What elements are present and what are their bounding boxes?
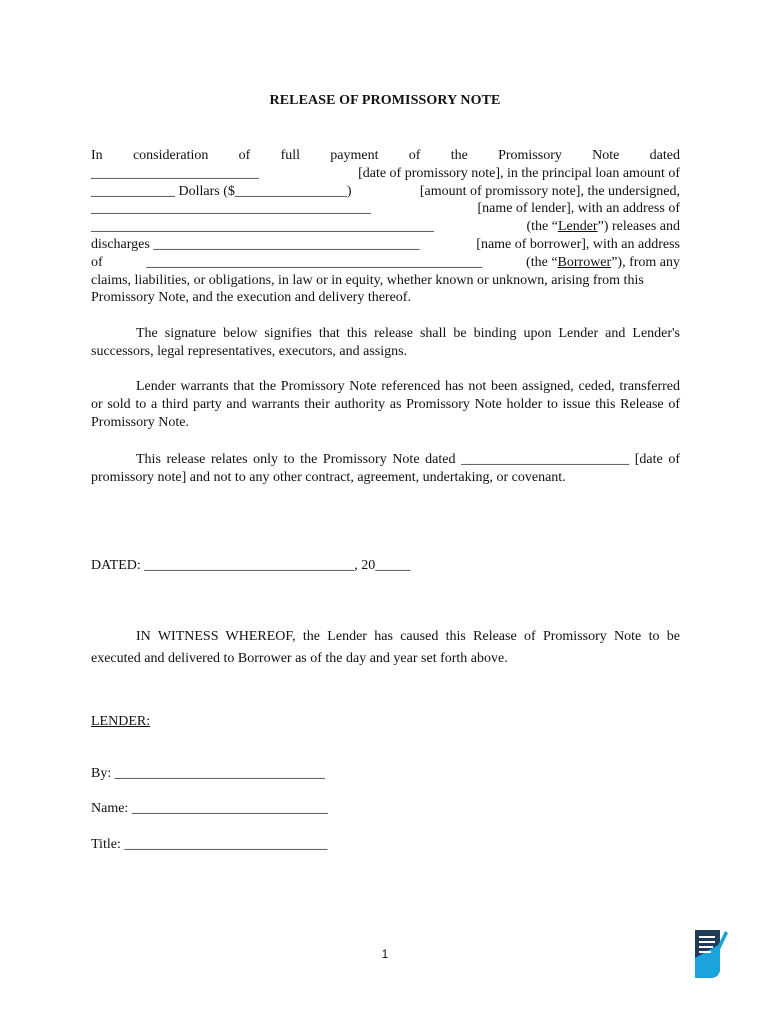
borrower-term: Borrower <box>557 254 612 270</box>
dated-field[interactable]: DATED: ______________________________, 20_____ <box>91 558 411 573</box>
lender-definition <box>526 218 680 236</box>
text: (the “ <box>526 254 558 270</box>
lender-term: Lender <box>557 219 598 235</box>
text: [amount of promissory note], the undersigned, <box>419 183 680 199</box>
title-field[interactable]: Title: _____________________________ <box>91 837 328 852</box>
word: of <box>91 254 103 270</box>
word: of <box>238 148 251 163</box>
text: ”), from any <box>611 254 680 270</box>
para1-line-9 <box>91 289 680 307</box>
text: [date of promissory note], in the principal loan amount of <box>358 165 680 181</box>
para1-line-4 <box>91 200 680 218</box>
para1-line-8 <box>91 272 680 290</box>
word: of <box>408 148 421 163</box>
document-title: RELEASE OF PROMISSORY NOTE <box>269 93 501 108</box>
word: Note <box>592 148 620 163</box>
paragraph-witness: IN WITNESS WHEREOF, the Lender has caused this Release of Promissory Note to be executed and delivered to Borrower as of the day and year set forth above. <box>91 629 680 666</box>
text: Promissory Note, and the execution and delivery thereof. <box>91 290 411 306</box>
borrower-name-blank[interactable]: discharges ______________________________________ <box>91 236 420 252</box>
by-signature-field[interactable]: By: ______________________________ <box>91 766 325 781</box>
lender-name-blank[interactable]: ________________________________________ <box>91 201 371 217</box>
text: [name of lender], with an address of <box>477 201 680 217</box>
note-date-blank[interactable]: ________________________ <box>91 165 259 181</box>
borrower-address-blank[interactable]: ________________________________________________ <box>146 254 483 270</box>
para1-line-5 <box>91 218 680 236</box>
borrower-definition <box>526 254 680 272</box>
para1-line-1 <box>91 147 680 165</box>
word: In <box>91 148 103 163</box>
text: [name of borrower], with an address <box>476 236 680 252</box>
text: claims, liabilities, or obligations, in law or in equity, whether known or unknown, arising from this <box>91 272 644 288</box>
word: Promissory <box>498 148 562 163</box>
page-number: 1 <box>381 947 389 961</box>
loan-amount-blank[interactable]: ____________ Dollars ($________________) <box>91 183 352 199</box>
name-field[interactable]: Name: ____________________________ <box>91 801 328 816</box>
word: full <box>280 148 301 163</box>
word: dated <box>649 148 680 163</box>
para1-line-3 <box>91 183 680 201</box>
word: consideration <box>132 148 209 163</box>
paragraph-scope: This release relates only to the Promissory Note dated ________________________ [date of promissory note] and not to any other contract, agreement, undertaking, or covenant. <box>91 452 680 485</box>
paragraph-consideration <box>91 147 680 307</box>
word: payment <box>330 148 379 163</box>
text: (the “ <box>526 219 558 235</box>
lender-address-blank[interactable]: _________________________________________________ <box>91 219 434 235</box>
lender-heading: LENDER: <box>91 714 151 729</box>
word: the <box>450 148 468 163</box>
para1-line-6 <box>91 236 680 254</box>
para1-line-7 <box>91 254 680 272</box>
text: ”) releases and <box>597 219 680 235</box>
paragraph-binding: The signature below signifies that this release shall be binding upon Lender and Lender's successors, legal representatives, executors, and assigns. <box>91 326 680 359</box>
paragraph-warranty: Lender warrants that the Promissory Note referenced has not been assigned, ceded, transferred or sold to a third party and warrants their authority as Promissory Note holder to issue this Release of Promissory Note. <box>91 379 680 430</box>
para1-line-2 <box>91 165 680 183</box>
document-pen-logo-icon <box>692 928 730 980</box>
